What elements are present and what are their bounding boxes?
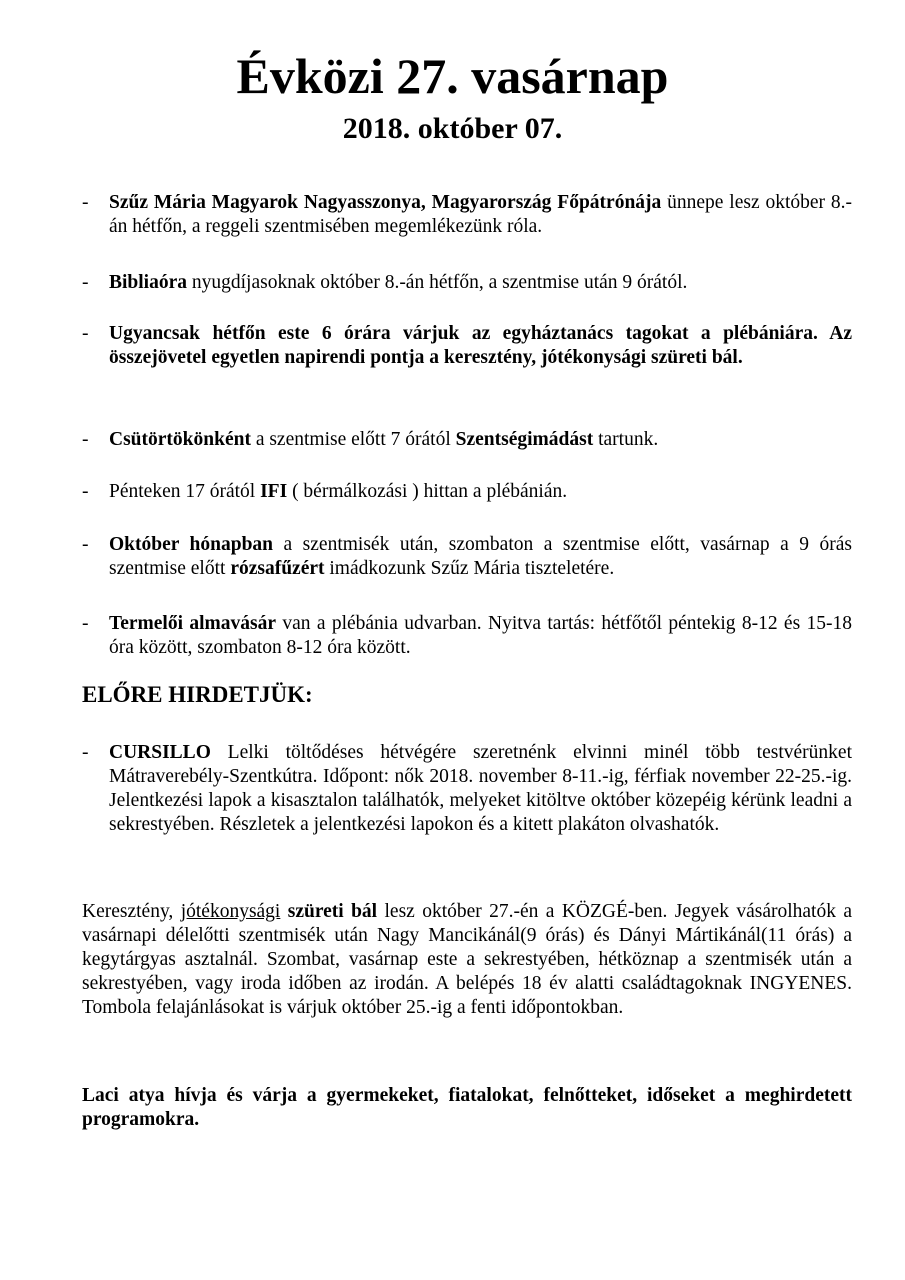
bold-text: Ugyancsak hétfőn este 6 órára várjuk az egyháztanács tagokat a plébániára. Az összejövetel egyetlen napirendi pontja a keresztény, jótékonysági szüreti bál. (109, 323, 852, 368)
bullet-dash: - (82, 323, 89, 344)
bullet-dash: - (82, 481, 89, 502)
bullet-dash: - (82, 272, 89, 293)
bold-text: Laci atya hívja és várja a gyermekeket, fiatalokat, felnőtteket, időseket a meghirdetett programokra. (82, 1085, 852, 1130)
bold-text: szüreti bál (287, 901, 378, 922)
bold-text: IFI (260, 481, 288, 502)
announcement-item (82, 428, 852, 452)
bold-text: Szűz Mária Magyarok Nagyasszonya, Magyarország Főpátrónája (109, 192, 662, 213)
announcement-item (82, 480, 852, 504)
plain-text: ( bérmálkozási ) hittan a plébánián. (287, 481, 568, 502)
announcement-item (82, 271, 852, 295)
ball-paragraph (82, 900, 852, 1020)
announcement-item (82, 612, 852, 660)
bold-text: CURSILLO (109, 742, 211, 763)
bullet-dash: - (82, 192, 89, 213)
bold-text: Termelői almavásár (109, 613, 277, 634)
plain-text: ünnepe lesz október 8.-án hétfőn, a reggeli szentmisében megemlékezünk róla. (109, 192, 853, 237)
announcement-text (109, 612, 852, 660)
plain-text: Lelki töltődéses hétvégére szeretnénk elvinni minél több testvérünket Mátraverebély-Szentkútra. Időpont: nők 2018. november 8-11.-ig, férfiak november 22-25.-ig. Jelentkezési lapok a kisasztalon találhatók, melyeket kitöltve október közepéig kérünk leadni a sekrestyében. Részletek a jelentkezési lapokon és a kitett plakáton olvashatók. (109, 742, 852, 835)
plain-text: nyugdíjasoknak október 8.-án hétfőn, a szentmise után 9 órától. (187, 272, 688, 293)
bullet-dash: - (82, 742, 89, 763)
plain-text: tartunk. (593, 429, 659, 450)
underlined-text: jótékonysági (180, 901, 281, 922)
bold-text: Október hónapban (109, 534, 274, 555)
announcement-text (109, 533, 852, 581)
plain-text (280, 901, 287, 922)
announcement-text (109, 271, 852, 295)
plain-text: a szentmise előtt 7 órától (250, 429, 456, 450)
cursillo-item (82, 741, 852, 837)
page-date: 2018. október 07. (342, 112, 563, 145)
announcement-text (109, 191, 852, 239)
closing-paragraph (82, 1084, 852, 1132)
plain-text: imádkozunk Szűz Mária tiszteletére. (324, 558, 615, 579)
bold-text: Szentségimádást (455, 429, 594, 450)
page-title: Évközi 27. vasárnap (236, 48, 669, 104)
plain-text: Keresztény, (82, 901, 181, 922)
announcement-item (82, 191, 852, 239)
plain-text: lesz október 27.-én a KÖZGÉ-ben. Jegyek vásárolhatók a vasárnapi délelőtti szentmisék után Nagy Mancikánál(9 órás) és Dányi Mártikánál(11 órás) a kegytárgyas asztalnál. Szombat, vasárnap este a sekrestyében, hétköznap a szentmisék után a sekrestyében, vagy iroda időben az irodán. A belépés 18 év alatti családtagoknak INGYENES. Tombola felajánlásokat is várjuk október 25.-ig a fenti időpontokban. (82, 901, 853, 1018)
bold-text: rózsafűzért (230, 558, 325, 579)
bold-text: Bibliaóra (109, 272, 188, 293)
plain-text: van a plébánia udvarban. Nyitva tartás: hétfőtől péntekig 8-12 és 15-18 óra között, szombaton 8-12 óra között. (109, 613, 852, 658)
bold-text: Csütörtökönként (109, 429, 251, 450)
announcement-item (82, 533, 852, 581)
bullet-dash: - (82, 534, 89, 555)
announcement-text (109, 322, 852, 370)
announcement-text (109, 480, 852, 504)
bullet-dash: - (82, 613, 89, 634)
bullet-dash: - (82, 429, 89, 450)
announcement-text (109, 428, 852, 452)
section-heading: ELŐRE HIRDETJÜK: (82, 682, 313, 707)
announcement-text (109, 741, 852, 837)
plain-text: Pénteken 17 órától (109, 481, 261, 502)
plain-text: a szentmisék után, szombaton a szentmise előtt, vasárnap a 9 órás szentmise előtt (109, 534, 852, 579)
announcement-item (82, 322, 852, 370)
